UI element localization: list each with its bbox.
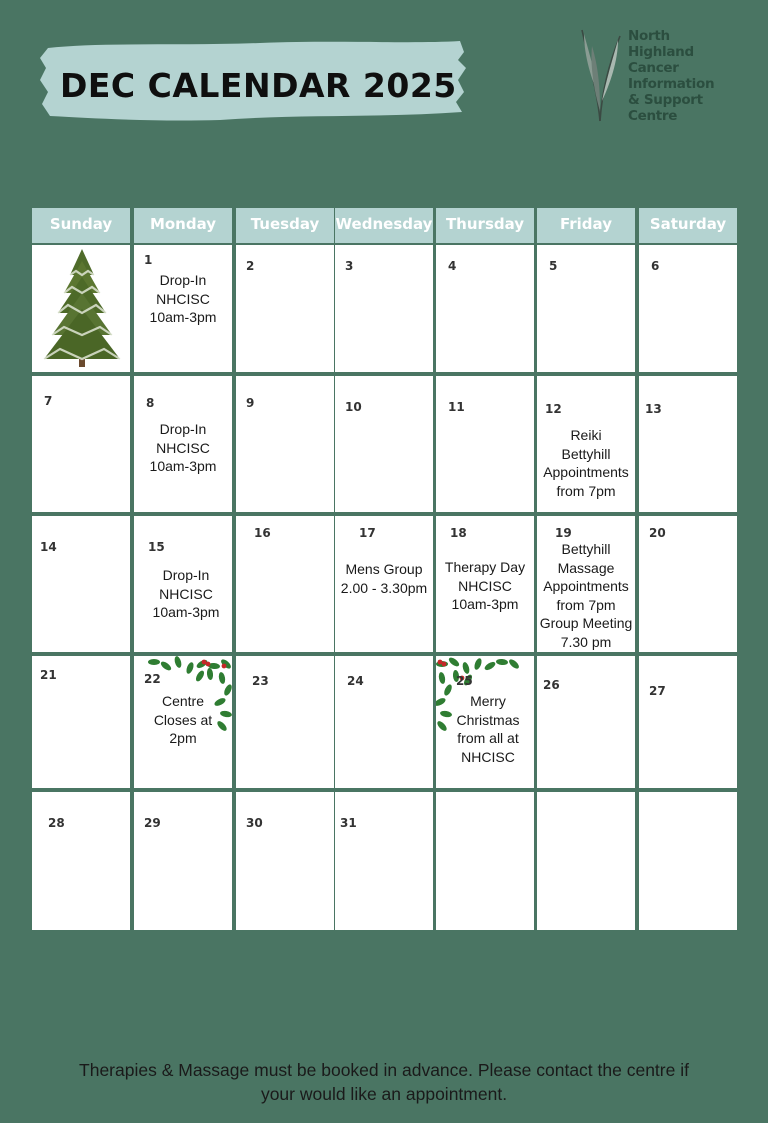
event-line: Drop-In — [162, 567, 210, 583]
event-text — [134, 271, 232, 327]
event-line: NHCISC — [156, 439, 210, 456]
event-line: Drop-In — [159, 272, 207, 288]
day-cell-13[interactable] — [639, 376, 737, 512]
event-line: 10am-3pm — [451, 596, 519, 612]
day-header-saturday: Saturday — [639, 208, 737, 243]
day-cell-16[interactable] — [236, 516, 334, 652]
day-number: 27 — [649, 684, 666, 698]
day-number: 4 — [448, 259, 457, 273]
day-number: 16 — [254, 526, 271, 540]
day-cell-24[interactable] — [335, 656, 433, 788]
day-number: 9 — [246, 396, 255, 410]
day-number: 15 — [148, 540, 165, 554]
event-line: Mens Group — [345, 561, 423, 577]
day-number: 13 — [645, 402, 662, 416]
event-line: 10am-3pm — [149, 458, 217, 474]
event-line: Group Meeting — [539, 615, 633, 631]
day-cell-10[interactable] — [335, 376, 433, 512]
day-header-sunday: Sunday — [32, 208, 130, 243]
day-cell-27[interactable] — [639, 656, 737, 788]
day-header-friday: Friday — [537, 208, 635, 243]
day-cell-21[interactable] — [32, 656, 130, 788]
logo-line: & Support — [628, 92, 703, 108]
footer-line: your would like an appointment. — [260, 1084, 508, 1104]
day-number: 7 — [44, 394, 53, 408]
event-line: 2.00 - 3.30pm — [340, 579, 428, 596]
event-text — [134, 692, 232, 748]
day-cell-28[interactable] — [32, 792, 130, 930]
event-line: from 7pm — [556, 596, 616, 613]
day-number: 3 — [345, 259, 354, 273]
event-line: Appointments — [543, 464, 629, 480]
day-number: 19 — [555, 526, 572, 540]
day-number: 1 — [144, 253, 153, 267]
day-number: 18 — [450, 526, 467, 540]
event-line: from all at — [457, 730, 519, 746]
day-cell-9[interactable] — [236, 376, 334, 512]
event-line: 2pm — [169, 730, 197, 746]
day-cell-empty[interactable] — [32, 245, 130, 372]
event-line: Reiki — [570, 427, 602, 443]
event-line: Appointments — [543, 578, 629, 594]
day-number: 26 — [543, 678, 560, 692]
day-cell-18[interactable] — [436, 516, 534, 652]
day-cell-5[interactable] — [537, 245, 635, 372]
day-cell-empty[interactable] — [537, 792, 635, 930]
day-number: 14 — [40, 540, 57, 554]
day-header-tuesday: Tuesday — [236, 208, 334, 243]
day-header-wednesday: Wednesday — [335, 208, 433, 243]
event-line: Massage — [557, 559, 615, 576]
day-cell-26[interactable] — [537, 656, 635, 788]
event-line: NHCISC — [461, 748, 515, 765]
day-cell-19[interactable] — [537, 516, 635, 652]
event-text — [537, 426, 635, 500]
day-cell-empty[interactable] — [639, 792, 737, 930]
day-header-monday: Monday — [134, 208, 232, 243]
day-cell-11[interactable] — [436, 376, 534, 512]
day-number: 6 — [651, 259, 660, 273]
event-text — [134, 420, 232, 476]
event-text — [436, 558, 534, 614]
day-cell-6[interactable] — [639, 245, 737, 372]
day-cell-15[interactable] — [134, 516, 232, 652]
event-text — [442, 692, 534, 766]
logo-line: North — [628, 28, 670, 44]
day-cell-30[interactable] — [236, 792, 334, 930]
christmas-tree-icon — [40, 247, 124, 369]
day-number: 23 — [252, 674, 269, 688]
event-line: Centre — [161, 693, 205, 709]
logo-line: Highland — [628, 44, 694, 60]
day-number: 22 — [144, 672, 161, 686]
logo-line: Cancer — [628, 60, 679, 76]
footer-line: Therapies & Massage must be booked in advance. Please contact the centre if — [79, 1060, 689, 1080]
day-number: 8 — [146, 396, 155, 410]
day-number: 30 — [246, 816, 263, 830]
logo-line: Information — [628, 76, 715, 92]
day-cell-25[interactable] — [436, 656, 534, 788]
day-cell-23[interactable] — [236, 656, 334, 788]
logo-line: Centre — [628, 108, 678, 124]
event-line: Closes at — [153, 711, 213, 728]
event-line: Drop-In — [159, 421, 207, 437]
day-cell-1[interactable] — [134, 245, 232, 372]
day-cell-empty[interactable] — [436, 792, 534, 930]
event-line: Christmas — [456, 711, 520, 728]
day-cell-31[interactable] — [335, 792, 433, 930]
page-title: DEC CALENDAR 2025 — [60, 66, 457, 105]
footer-note — [30, 1058, 738, 1106]
day-header-thursday: Thursday — [436, 208, 534, 243]
day-number: 20 — [649, 526, 666, 540]
day-cell-22[interactable] — [134, 656, 232, 788]
day-cell-14[interactable] — [32, 516, 130, 652]
event-line: Bettyhill — [561, 445, 611, 462]
event-text — [537, 540, 635, 651]
event-line: 10am-3pm — [152, 604, 220, 620]
day-cell-2[interactable] — [236, 245, 334, 372]
event-line: Therapy Day — [444, 559, 526, 575]
day-number: 10 — [345, 400, 362, 414]
day-number: 2 — [246, 259, 255, 273]
day-cell-7[interactable] — [32, 376, 130, 512]
event-text — [335, 560, 433, 597]
day-cell-4[interactable] — [436, 245, 534, 372]
day-number: 11 — [448, 400, 465, 414]
day-number: 5 — [549, 259, 558, 273]
event-line: from 7pm — [556, 482, 616, 499]
day-cell-12[interactable] — [537, 376, 635, 512]
day-number: 31 — [340, 816, 357, 830]
event-line: Bettyhill — [561, 541, 611, 557]
day-cell-3[interactable] — [335, 245, 433, 372]
day-number: 12 — [545, 402, 562, 416]
day-number: 29 — [144, 816, 161, 830]
event-line: NHCISC — [458, 577, 512, 594]
day-number: 17 — [359, 526, 376, 540]
event-line: NHCISC — [156, 290, 210, 307]
event-line: Merry — [470, 693, 506, 709]
event-line: 10am-3pm — [149, 309, 217, 325]
event-line: NHCISC — [159, 585, 213, 602]
day-number: 21 — [40, 668, 57, 682]
day-cell-8[interactable] — [134, 376, 232, 512]
day-number: 25 — [456, 674, 473, 688]
day-number: 24 — [347, 674, 364, 688]
event-line: 7.30 pm — [560, 633, 612, 650]
day-cell-17[interactable] — [335, 516, 433, 652]
event-text — [140, 566, 232, 622]
day-number: 28 — [48, 816, 65, 830]
day-cell-29[interactable] — [134, 792, 232, 930]
day-cell-20[interactable] — [639, 516, 737, 652]
